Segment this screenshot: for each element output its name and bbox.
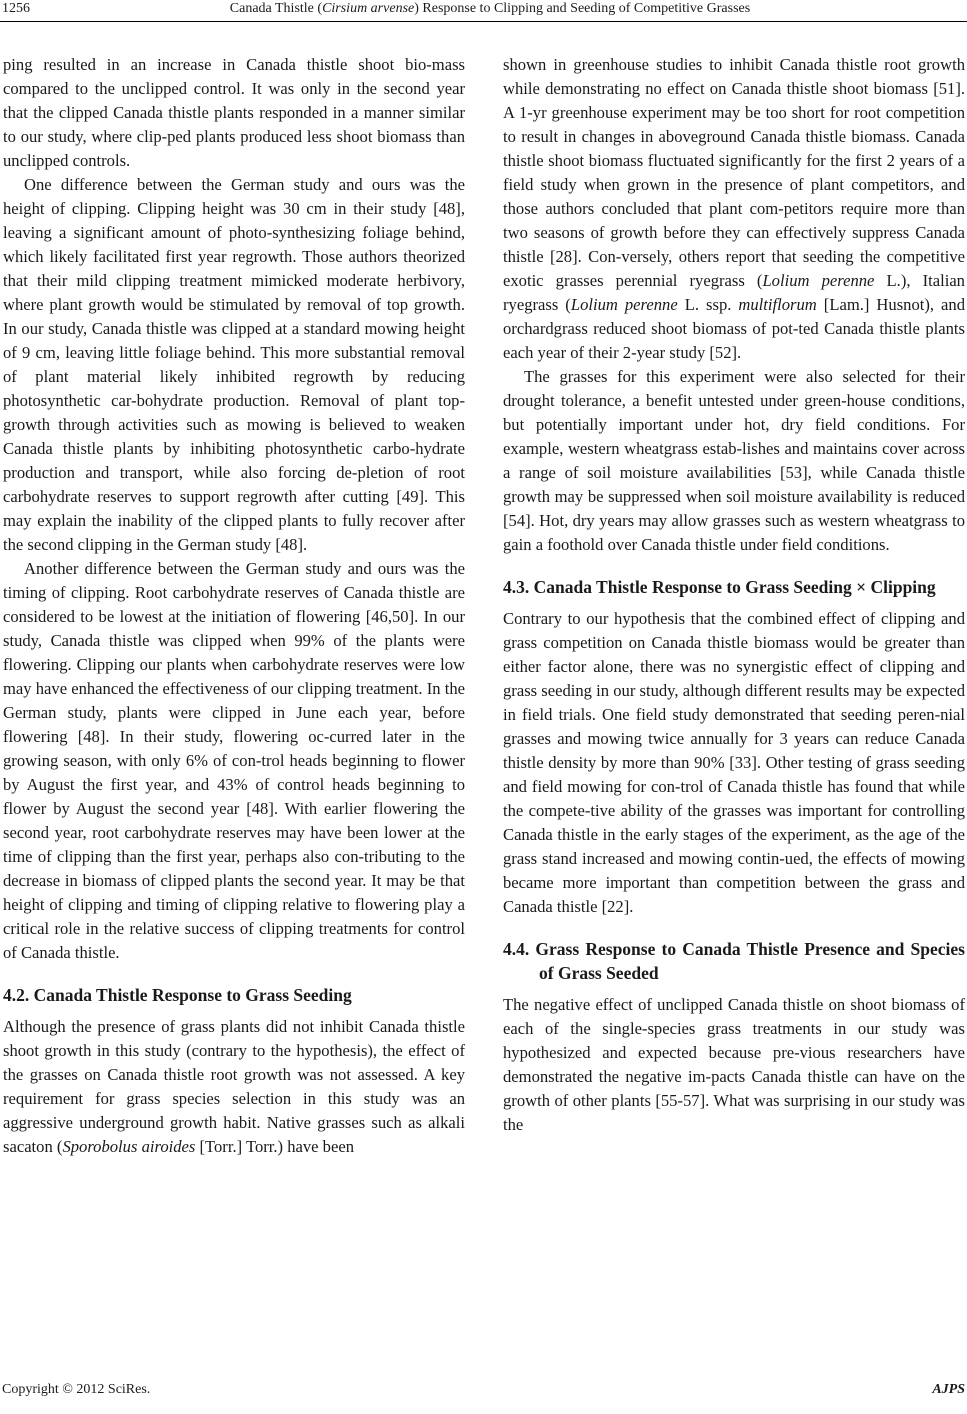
running-title: Canada Thistle (Cirsium arvense) Response to Clipping and Seeding of Competitive Grasses xyxy=(229,1,751,16)
paragraph: The grasses for this experiment were also selected for their drought tolerance, a benefit untested under green-house conditions, but potentially important under hot, dry field conditions. For example, western wheatgrass estab-lishes and maintains cover across a range of soil moisture availabilities [53], while Canada thistle growth may be suppressed when soil moisture availability is reduced [54]. Hot, dry years may allow grasses such as western wheatgrass to gain a foothold over Canada thistle under field conditions. xyxy=(503,367,965,554)
paragraph: shown in greenhouse studies to inhibit Canada thistle root growth while demonstrating no effect on Canada thistle shoot biomass [51]. A 1-yr greenhouse experiment may be too short for root competition to result in changes in aboveground Canada thistle biomass. Canada thistle shoot biomass fluctuated significantly for the first 2 years of a field study when grown in the presence of plant competitors, and those authors concluded that plant com-petitors require more than two seasons of growth before they can effectively suppress Canada thistle [28]. Con-versely, others report that seeding the competitive exotic grasses perennial ryegrass (Lolium perenne L.), Italian ryegrass (Lolium perenne L. ssp. multiflorum [Lam.] Husnot), and orchardgrass reduced shoot biomass of pot-ted Canada thistle plants each year of their 2-year study [52]. xyxy=(503,55,966,362)
copyright-notice: Copyright © 2012 SciRes. xyxy=(2,1382,151,1397)
page-footer xyxy=(0,1382,967,1406)
section-heading-4-3: 4.3. Canada Thistle Response to Grass Seeding × Clipping xyxy=(503,577,936,597)
paragraph: Although the presence of grass plants did not inhibit Canada thistle shoot growth in this study (contrary to the hypothesis), the effect of the grasses on Canada thistle root growth was not assessed. A key requirement for grass species selection in this study was an aggressive underground growth habit. Native grasses such as alkali sacaton (Sporobolus airoides [Torr.] Torr.) have been xyxy=(3,1017,465,1156)
header-rule xyxy=(0,21,967,22)
paragraph: One difference between the German study and ours was the height of clipping. Clipping height was 30 cm in their study [48], leaving a significant amount of photo-synthesizing foliage behind, which likely facilitated first year regrowth. Those authors theorized that their mild clipping treatment mimicked moderate herbivory, where plant growth would be stimulated by removal of top growth. In our study, Canada thistle was clipped at a standard mowing height of 9 cm, leaving little foliage behind. This more substantial removal of plant material likely inhibited regrowth by reducing photosynthetic car-bohydrate production. Removal of plant top-growth through activities such as mowing is believed to weaken Canada thistle plants by inhibiting photosynthetic carbo-hydrate production and transport, while also forcing de-pletion of root carbohydrate reserves to support regrowth after cutting [49]. This may explain the inability of the clipped plants to fully recover after the second clipping in the German study [48]. xyxy=(3,175,465,554)
right-column xyxy=(503,53,965,1137)
section-heading-4-4: 4.4. Grass Response to Canada Thistle Presence and Species of Grass Seeded xyxy=(503,939,965,983)
page-header xyxy=(0,0,967,34)
paragraph: ping resulted in an increase in Canada thistle shoot bio-mass compared to the unclipped control. It was only in the second year that the clipped Canada thistle plants responded in a manner similar to our study, where clip-ped plants produced less shoot biomass than unclipped controls. xyxy=(3,55,465,170)
section-heading-4-2: 4.2. Canada Thistle Response to Grass Seeding xyxy=(3,985,352,1005)
page-number: 1256 xyxy=(2,1,30,16)
paragraph: Another difference between the German study and ours was the timing of clipping. Root carbohydrate reserves of Canada thistle are considered to be lowest at the initiation of flowering [46,50]. In our study, Canada thistle was clipped when 99% of the plants were flowering. Clipping our plants when carbohydrate reserves were low may have enhanced the effectiveness of our clipping treatment. In the German study, plants were clipped in June each year, before flowering [48]. In their study, flowering oc-curred later in the growing season, with only 6% of con-trol heads beginning to flower by August the first year, and 43% of control heads beginning to flower by August the second year [48]. With earlier flowering the second year, root carbohydrate reserves may have been lower at the time of clipping than the first year, perhaps also con-tributing to the decrease in biomass of clipped plants the second year. It may be that height of clipping and timing of clipping relative to flowering play a critical role in the relative success of clipping treatments for control of Canada thistle. xyxy=(3,559,465,962)
paragraph: The negative effect of unclipped Canada thistle on shoot biomass of each of the single-species grass treatments in our study was hypothesized and expected because pre-vious researchers have demonstrated the negative im-pacts Canada thistle can have on the growth of other plants [55-57]. What was surprising in our study was the xyxy=(503,995,965,1134)
journal-abbreviation: AJPS xyxy=(932,1382,965,1397)
left-column xyxy=(3,53,465,1159)
paragraph: Contrary to our hypothesis that the combined effect of clipping and grass competition on Canada thistle biomass would be greater than either factor alone, there was no synergistic effect of clipping and grass seeding in our study, although different results may be expected in field trials. One field study demonstrated that seeding peren-nial grasses and mowing twice annually for 3 years can reduce Canada thistle density by more than 90% [33]. Other testing of grass seeding and field mowing for con-trol of Canada thistle has found that while the compete-tive ability of the grasses was important for controlling Canada thistle in the early stages of the experiment, as the age of the grass stand increased and mowing contin-ued, the effects of mowing became more important than competition between the grass and Canada thistle [22]. xyxy=(503,609,965,916)
